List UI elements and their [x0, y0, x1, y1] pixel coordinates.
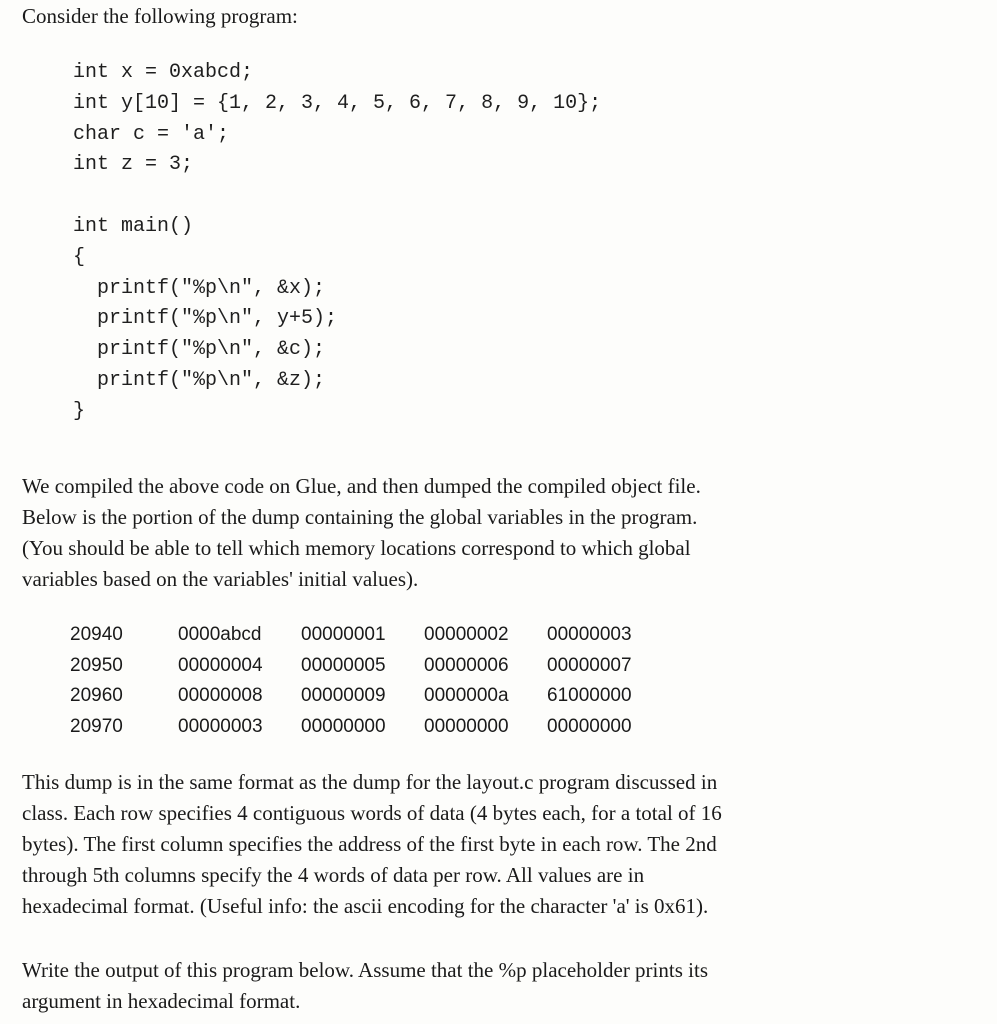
dump-word: 00000006 [424, 654, 509, 676]
code-line-global-x: int x = 0xabcd; [73, 61, 254, 84]
paragraph-dump-format [22, 767, 982, 922]
code-line-printf-x: printf("%p\n", &x); [73, 276, 326, 300]
paragraph-line: argument in hexadecimal format. [22, 989, 301, 1013]
dump-word: 00000004 [178, 654, 263, 676]
paragraph-line: Below is the portion of the dump containing the global variables in the program. [22, 505, 698, 529]
dump-word: 0000000a [424, 685, 509, 706]
dump-word: 00000002 [424, 624, 509, 645]
paragraph-line: (You should be able to tell which memory locations correspond to which global [22, 536, 691, 560]
code-line-close-brace: } [73, 399, 86, 423]
table-row [70, 712, 670, 743]
dump-address: 20960 [70, 685, 123, 706]
dump-address: 20970 [70, 715, 123, 737]
paragraph-line: hexadecimal format. (Useful info: the ascii encoding for the character 'a' is 0x61). [22, 894, 709, 918]
paragraph-line: Write the output of this program below. Assume that the %p placeholder prints its [22, 958, 708, 982]
table-row [70, 681, 670, 712]
dump-word: 00000009 [301, 685, 386, 706]
code-line-main-signature: int main() [73, 214, 194, 238]
code-line-global-z: int z = 3; [73, 153, 194, 177]
paragraph-line: This dump is in the same format as the dump for the layout.c program discussed in [22, 770, 718, 794]
dump-word: 00000000 [424, 715, 509, 737]
memory-dump-table [70, 620, 670, 742]
code-block [73, 58, 601, 428]
dump-word: 00000005 [301, 654, 386, 676]
paragraph-line: bytes). The first column specifies the address of the first byte in each row. The 2nd [22, 832, 717, 856]
table-row [70, 620, 670, 651]
intro-text: Consider the following program: [22, 4, 298, 28]
dump-word: 00000000 [301, 715, 386, 737]
dump-word: 00000003 [178, 715, 263, 737]
code-blank-line [73, 181, 601, 212]
paragraph-instructions [22, 955, 982, 1017]
dump-word: 00000003 [547, 624, 632, 645]
dump-address: 20950 [70, 654, 123, 676]
paragraph-compile-description [22, 471, 982, 595]
dump-word: 00000000 [547, 715, 632, 737]
code-line-global-y: int y[10] = {1, 2, 3, 4, 5, 6, 7, 8, 9, 10}; [73, 91, 602, 115]
dump-word: 0000abcd [178, 624, 262, 645]
code-line-open-brace: { [73, 245, 86, 269]
code-line-global-c: char c = 'a'; [73, 122, 230, 146]
dump-word: 00000007 [547, 654, 632, 676]
code-line-printf-z: printf("%p\n", &z); [73, 368, 326, 392]
dump-word: 00000001 [301, 624, 386, 645]
paragraph-line: variables based on the variables' initial values). [22, 567, 419, 591]
code-line-printf-c: printf("%p\n", &c); [73, 338, 326, 362]
paragraph-line: class. Each row specifies 4 contiguous words of data (4 bytes each, for a total of 16 [22, 801, 722, 825]
paragraph-line: through 5th columns specify the 4 words of data per row. All values are in [22, 863, 645, 887]
dump-word: 00000008 [178, 685, 263, 706]
dump-address: 20940 [70, 624, 123, 645]
table-row [70, 651, 670, 682]
code-line-printf-y: printf("%p\n", y+5); [73, 307, 338, 331]
dump-word: 61000000 [547, 685, 632, 706]
paragraph-line: We compiled the above code on Glue, and then dumped the compiled object file. [22, 474, 701, 498]
